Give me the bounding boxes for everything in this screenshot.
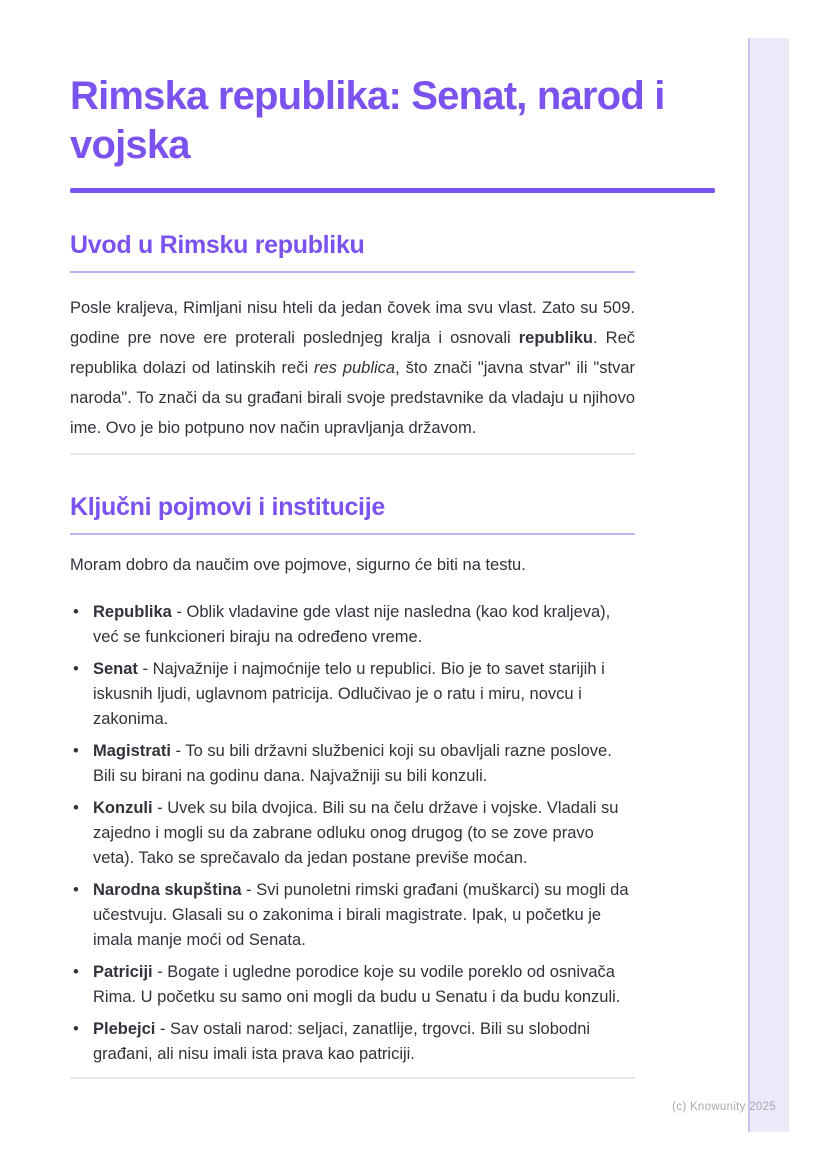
term-label: Konzuli (93, 799, 153, 817)
term-label: Magistrati (93, 742, 171, 760)
intro-paragraph (70, 293, 635, 443)
term-description: Uvek su bila dvojica. Bili su na čelu države i vojske. Vladali su zajedno i mogli su da zabrane odluku onog drugog (to se zove pravo veta). Tako se sprečavalo da jedan postane previše moćan. (93, 799, 619, 867)
accent-sidebar (748, 38, 789, 1132)
term-separator: - (241, 881, 257, 899)
term-separator: - (137, 660, 153, 678)
term-description: To su bili državni službenici koji su obavljali razne poslove. Bili su birani na godinu dana. Najvažniji su bili konzuli. (93, 742, 612, 785)
term-separator: - (152, 799, 168, 817)
list-item (70, 796, 635, 871)
term-separator: - (152, 963, 168, 981)
paragraph-segment: , što znači "javna stvar" ili "stvar naroda". To znači da su građani birali svoje predstavnike da vladaju u njihovo ime. Ovo je bio potpuno nov način upravljanja državom. (70, 359, 636, 437)
heading-underline (70, 533, 635, 535)
page-content (70, 72, 665, 1079)
term-label: Republika (93, 603, 172, 621)
term-description: Najvažnije i najmoćnije telo u republici. Bio je to savet starijih i iskusnih ljudi, uglavnom patricija. Odlučivao je o ratu i miru, novcu i zakonima. (93, 660, 605, 728)
term-separator: - (170, 742, 186, 760)
paragraph-segment-italic: res publica (314, 359, 396, 377)
list-item (70, 657, 635, 732)
list-item (70, 739, 635, 789)
section-heading-key-terms: Ključni pojmovi i institucije (70, 493, 385, 521)
term-separator: - (171, 603, 187, 621)
list-item (70, 1017, 635, 1067)
term-label: Plebejci (93, 1020, 156, 1038)
list-item (70, 600, 635, 650)
paragraph-segment: . Reč republika dolazi od latinskih reči (70, 329, 635, 377)
list-item (70, 960, 635, 1010)
heading-underline (70, 271, 635, 273)
term-description: Bogate i ugledne porodice koje su vodile poreklo od osnivača Rima. U početku su samo oni mogli da budu u Senatu i da budu konzuli. (93, 963, 621, 1006)
section-divider (70, 453, 635, 455)
section-heading-intro: Uvod u Rimsku republiku (70, 231, 365, 259)
key-terms-list (70, 600, 635, 1067)
term-label: Narodna skupština (93, 881, 242, 899)
title-rule (70, 188, 715, 193)
page-title: Rimska republika: Senat, narod i vojska (70, 74, 665, 167)
term-description: Svi punoletni rimski građani (muškarci) su mogli da učestvuju. Glasali su o zakonima i birali magistrate. Ipak, u početku je imala manje moći od Senata. (93, 881, 629, 949)
term-description: Oblik vladavine gde vlast nije nasledna (kao kod kraljeva), već se funkcioneri biraju na određeno vreme. (93, 603, 611, 646)
footer-credit: (c) Knowunity 2025 (672, 1101, 776, 1113)
term-label: Senat (93, 660, 138, 678)
paragraph-segment-bold: republiku (518, 329, 593, 347)
study-note: Moram dobro da naučim ove pojmove, sigurno će biti na testu. (70, 556, 526, 574)
term-description: Sav ostali narod: seljaci, zanatlije, trgovci. Bili su slobodni građani, ali nisu imali ista prava kao patriciji. (93, 1020, 591, 1063)
term-label: Patriciji (93, 963, 153, 981)
list-item (70, 878, 635, 953)
paragraph-segment: Posle kraljeva, Rimljani nisu hteli da jedan čovek ima svu vlast. Zato su 509. godine pre nove ere proterali poslednjeg kralja i osnovali (70, 299, 635, 347)
term-separator: - (155, 1020, 171, 1038)
section-divider (70, 1077, 635, 1079)
